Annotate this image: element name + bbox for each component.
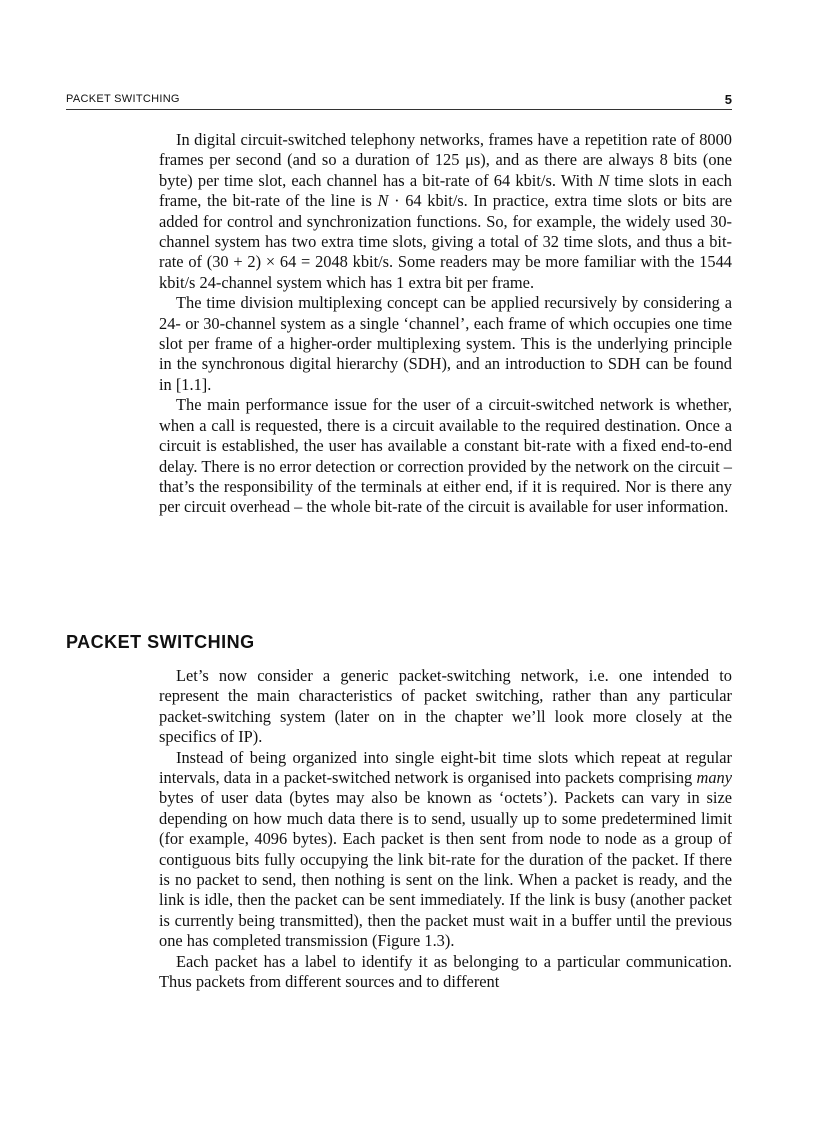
page-number: 5 <box>724 92 732 107</box>
paragraph-generic-network: Let’s now consider a generic packet-switching network, i.e. one intended to represent the main characteristics of packet switching, rather than any particular packet-switching system (later on in the chapter we’ll look more closely at the specifics of IP). <box>159 666 732 747</box>
variable-n: N <box>377 191 389 211</box>
paragraph-frames <box>159 130 732 293</box>
paragraph-frames-part1: In digital circuit-switched telephony networks, frames have a repetition rate of 8000 frames per second (and so a duration of 125 μs), and as there are always 8 bits (one byte) per time slot, each channel has a bit-rate of 64 kbit/s. With <box>159 130 732 190</box>
paragraph-packets-part2: bytes of user data (bytes may also be known as ‘octets’). Packets can vary in size depending on how much data there is to send, usually up to some predetermined limit (for example, 4096 bytes). Each packet is then sent from node to node as a group of contiguous bits fully occupying the link bit-rate for the duration of the packet. If there is no packet to send, then nothing is sent on the link. When a packet is ready, and the link is idle, then the packet can be sent immediately. If the link is busy (another packet is currently being transmitted), then the packet must wait in a buffer until the previous one has completed transmission (Figure 1.3). <box>159 788 732 951</box>
paragraph-frames-part3: · 64 kbit/s. In practice, extra time slots or bits are added for control and synchronization functions. So, for example, the widely used 30-channel system has two extra time slots, giving a total of 32 time slots, and thus a bit-rate of (30 + 2) × 64 = 2048 kbit/s. Some readers may be more familiar with the 1544 kbit/s 24-channel system which has 1 extra bit per frame. <box>159 191 732 292</box>
running-head <box>66 93 732 110</box>
paragraph-performance: The main performance issue for the user of a circuit-switched network is whether, when a call is requested, there is a circuit available to the required destination. Once a circuit is established, the user has available a constant bit-rate with a fixed end-to-end delay. There is no error detection or correction provided by the network on the circuit – that’s the responsibility of the terminals at either end, if it is required. Nor is there any per circuit overhead – the whole bit-rate of the circuit is available for user information. <box>159 395 732 517</box>
emphasis-many: many <box>696 768 732 788</box>
paragraph-packets <box>159 748 732 952</box>
paragraph-label: Each packet has a label to identify it as belonging to a particular communication. Thus packets from different sources and to different <box>159 951 732 992</box>
packet-switching-text <box>159 666 732 993</box>
variable-n: N <box>598 170 610 190</box>
running-head-title: PACKET SWITCHING <box>66 93 180 105</box>
circuit-switching-text <box>159 130 732 518</box>
paragraph-multiplexing: The time division multiplexing concept can be applied recursively by considering a 24- or 30-channel system as a single ‘channel’, each frame of which occupies one time slot per frame of a higher-order multiplexing system. This is the underlying principle in the synchronous digital hierarchy (SDH), and an introduction to SDH can be found in [1.1]. <box>159 293 732 394</box>
paragraph-packets-part1: Instead of being organized into single eight-bit time slots which repeat at regular intervals, data in a packet-switched network is organised into packets comprising <box>159 747 732 788</box>
section-heading: PACKET SWITCHING <box>66 632 255 652</box>
paragraph-frames-part2: time slots in each frame, the bit-rate of the line is <box>159 170 732 211</box>
